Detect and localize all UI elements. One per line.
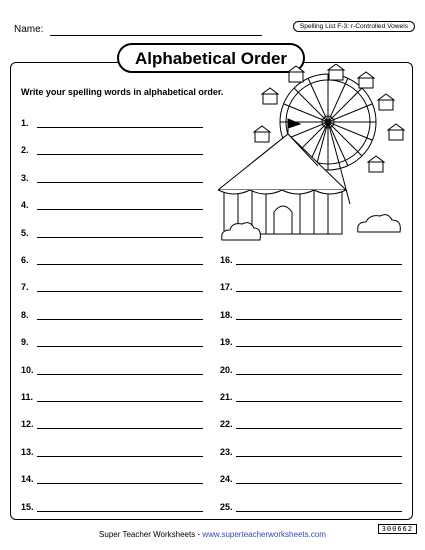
answer-line[interactable] <box>37 511 203 512</box>
footer-brand: Super Teacher Worksheets - <box>99 530 203 539</box>
answer-line[interactable] <box>236 346 402 347</box>
worksheet-title: Alphabetical Order <box>117 43 305 73</box>
answer-number: 5. <box>21 227 29 238</box>
answer-row <box>21 392 206 406</box>
answer-line[interactable] <box>37 401 203 402</box>
answer-number: 19. <box>220 337 233 348</box>
answer-line[interactable] <box>236 511 402 512</box>
answer-row <box>21 419 206 433</box>
answer-line[interactable] <box>37 319 203 320</box>
answer-row <box>220 419 405 433</box>
answer-line[interactable] <box>37 346 203 347</box>
answer-line[interactable] <box>236 319 402 320</box>
answer-line[interactable] <box>37 237 203 238</box>
answer-line[interactable] <box>236 456 402 457</box>
answer-row <box>21 282 206 296</box>
answer-number: 22. <box>220 419 233 430</box>
answer-row <box>21 200 206 214</box>
answer-line[interactable] <box>236 428 402 429</box>
answer-row <box>21 502 206 516</box>
instructions: Write your spelling words in alphabetical order. <box>21 87 224 97</box>
answer-row <box>21 145 206 159</box>
answer-row <box>220 282 405 296</box>
answer-line[interactable] <box>37 456 203 457</box>
answer-line[interactable] <box>37 264 203 265</box>
answer-number: 2. <box>21 145 29 156</box>
answer-line[interactable] <box>37 374 203 375</box>
answer-line[interactable] <box>37 209 203 210</box>
answer-row <box>21 118 206 132</box>
answer-row <box>220 337 405 351</box>
answer-line[interactable] <box>37 483 203 484</box>
answer-number: 8. <box>21 309 29 320</box>
answer-row <box>220 365 405 379</box>
answer-number: 13. <box>21 446 34 457</box>
answer-number: 18. <box>220 309 233 320</box>
answer-number: 4. <box>21 200 29 211</box>
answer-number: 7. <box>21 282 29 293</box>
answer-number: 21. <box>220 392 233 402</box>
answer-number: 1. <box>21 118 29 128</box>
answer-row <box>21 310 206 324</box>
answer-number: 23. <box>220 446 233 457</box>
spelling-list-tag: Spelling List F-3: r-Controlled Vowels <box>293 21 415 32</box>
answer-row <box>21 337 206 351</box>
answer-line[interactable] <box>236 264 402 265</box>
answer-line[interactable] <box>37 291 203 292</box>
worksheet-code: 300662 <box>378 524 417 534</box>
answer-number: 11. <box>21 392 34 402</box>
answer-row <box>21 365 206 379</box>
name-line[interactable] <box>50 35 262 36</box>
answer-number: 25. <box>220 501 233 512</box>
answer-line[interactable] <box>236 291 402 292</box>
answer-number: 15. <box>21 501 34 512</box>
answer-row <box>220 447 405 461</box>
answer-line[interactable] <box>37 127 203 128</box>
answer-row <box>21 173 206 187</box>
footer-url[interactable]: www.superteacherworksheets.com <box>202 530 326 539</box>
answer-number: 6. <box>21 255 29 265</box>
answer-row <box>220 255 405 269</box>
answer-row <box>220 474 405 488</box>
answer-number: 12. <box>21 419 34 430</box>
ferris-wheel-tent-illustration <box>218 64 412 244</box>
answer-line[interactable] <box>236 483 402 484</box>
answer-number: 10. <box>21 364 34 375</box>
answer-number: 17. <box>220 282 233 293</box>
answer-row <box>220 310 405 324</box>
answer-row <box>220 502 405 516</box>
footer <box>0 530 425 539</box>
answer-number: 3. <box>21 172 29 183</box>
answer-line[interactable] <box>236 374 402 375</box>
answer-line[interactable] <box>37 154 203 155</box>
name-label: Name: <box>14 24 44 35</box>
answer-number: 9. <box>21 337 29 348</box>
answer-row <box>21 228 206 242</box>
answer-row <box>21 474 206 488</box>
answer-number: 24. <box>220 474 233 485</box>
answer-number: 20. <box>220 364 233 375</box>
answer-row <box>220 392 405 406</box>
answer-number: 14. <box>21 474 34 485</box>
answer-row <box>21 447 206 461</box>
answer-number: 16. <box>220 255 233 265</box>
answer-line[interactable] <box>37 428 203 429</box>
answer-row <box>21 255 206 269</box>
answer-line[interactable] <box>37 182 203 183</box>
answer-line[interactable] <box>236 401 402 402</box>
